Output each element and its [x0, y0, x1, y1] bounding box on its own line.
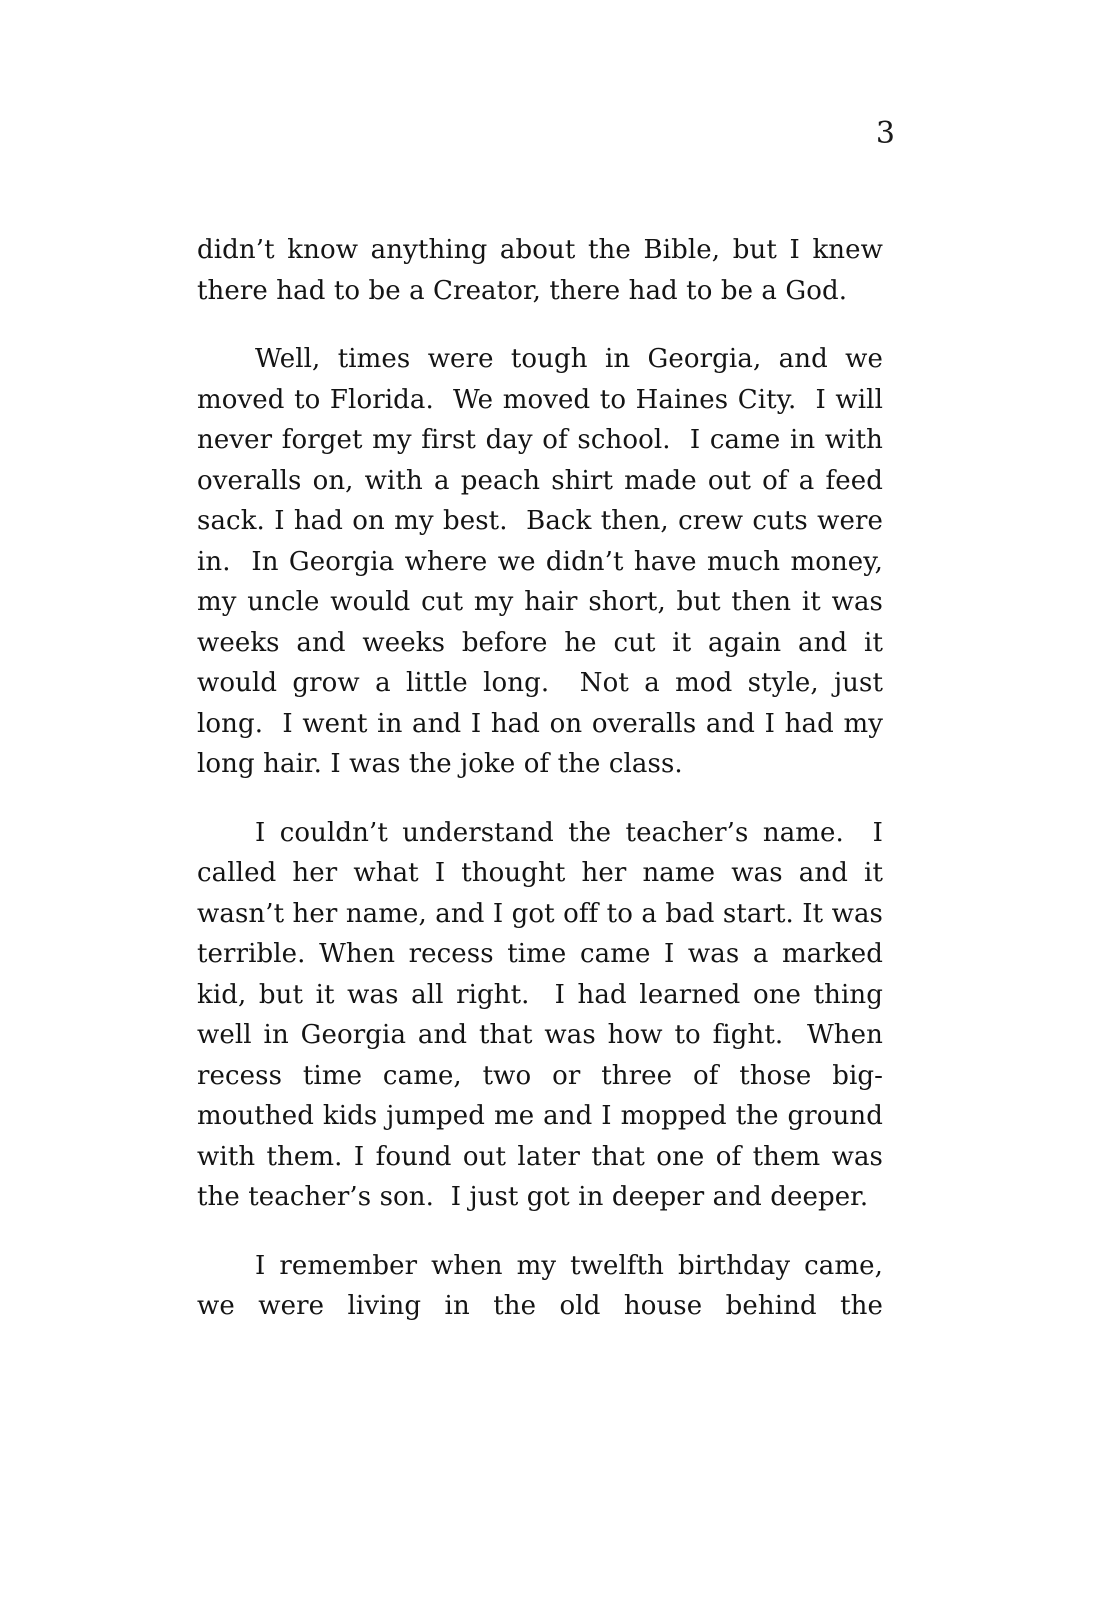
page-body [197, 230, 892, 1327]
body-paragraph: didn’t know anything about the Bible, but I knew there had to be a Creator, there had to be a God. [197, 235, 892, 306]
page-number: 3 [875, 116, 895, 151]
body-paragraph: I remember when my twelfth birthday came, we were living in the old house behind the [197, 1250, 892, 1321]
body-paragraph: Well, times were tough in Georgia, and we moved to Florida. We moved to Haines City. I will never forget my first day of school. I came in with overalls on, with a peach shirt made out of a feed sack. I had on my best. Back then, crew cuts were in. In Georgia where we didn’t have much money, my uncle would cut my hair short, but then it was weeks and weeks before he cut it again and it would grow a little long. Not a mod style, just long. I went in and I had on overalls and I had my long hair. I was the joke of the class. [197, 344, 892, 779]
body-paragraph: I couldn’t understand the teacher’s name. I called her what I thought her name was and it wasn’t her name, and I got off to a bad start. It was terrible. When recess time came I was a marked kid, but it was all right. I had learned one thing well in Georgia and that was how to fight. When recess time came, two or three of those big-mouthed kids jumped me and I mopped the ground with them. I found out later that one of them was the teacher’s son. I just got in deeper and deeper. [197, 817, 892, 1212]
